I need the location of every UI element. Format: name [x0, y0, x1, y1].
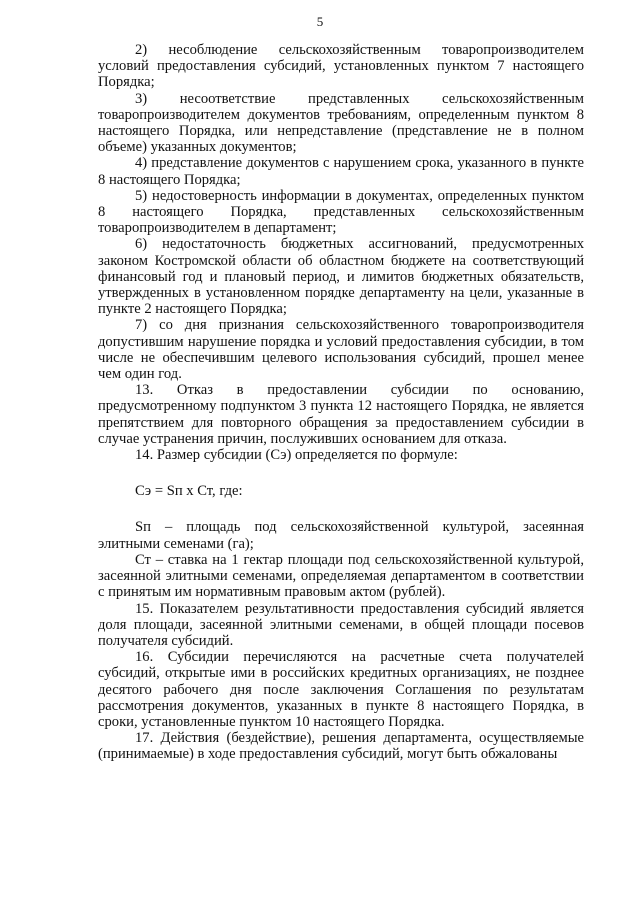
page-number: 5 [316, 14, 324, 29]
document-body [98, 42, 584, 763]
paragraph-clause-15: 15. Показателем результативности предоставления субсидий является доля площади, засеянной элитными семенами, в общей площади посевов получателя субсидий. [98, 600, 584, 649]
paragraph-item-7: 7) со дня признания сельскохозяйственного товаропроизводителя допустившим нарушение порядка и условий предоставления субсидии, в том числе не обеспечившим целевого использования субсидий, прошел менее чем один год. [98, 317, 584, 383]
paragraph-clause-17: 17. Действия (бездействие), решения департамента, осуществляемые (принимаемые) в ходе предоставления субсидий, могут быть обжалованы [98, 730, 584, 763]
paragraph-clause-13: 13. Отказ в предоставлении субсидии по основанию, предусмотренному подпунктом 3 пункта 12 настоящего Порядка, не является препятствием для повторного обращения за предоставлением субсидии в случае устранения причин, послуживших основанием для отказа. [98, 382, 584, 447]
paragraph-clause-14: 14. Размер субсидии (Сэ) определяется по формуле: [135, 447, 458, 464]
paragraph-item-4: 4) представление документов с нарушением срока, указанного в пункте 8 настоящего Порядка; [98, 155, 584, 188]
paragraph-item-3: 3) несоответствие представленных сельскохозяйственным товаропроизводителем документов требованиям, определенным пунктом 8 настоящего Порядка, или непредставление (представление не в полном объеме) указанных документов; [98, 90, 584, 156]
paragraph-item-5: 5) недостоверность информации в документах, определенных пунктом 8 настоящего Порядка, представленных сельскохозяйственным товаропроизводителем в департамент; [98, 187, 584, 237]
paragraph-item-6: 6) недостаточность бюджетных ассигнований, предусмотренных законом Костромской области об областном бюджете на соответствующий финансовый год и плановый период, и лимитов бюджетных обязательств, утвержденных в установленном порядке департаменту на цели, указанные в пункте 2 настоящего Порядка; [98, 236, 584, 318]
paragraph-sp-definition: Sп – площадь под сельскохозяйственной культурой, засеянная элитными семенами (га); [98, 519, 584, 552]
paragraph-st-definition: Ст – ставка на 1 гектар площади под сельскохозяйственной культурой, засеянной элитными семенами, определяемая департаментом в соответствии с принятым им нормативным правовым актом (рублей). [98, 551, 584, 601]
subsidy-formula: Сэ = Sп x Ст, где: [135, 483, 243, 500]
paragraph-clause-16: 16. Субсидии перечисляются на расчетные счета получателей субсидий, открытые ими в российских кредитных организациях, не позднее десятого рабочего дня после заключения Соглашения по результатам рассмотрения документов, указанных в пункте 8 настоящего Порядка, в сроки, установленные пунктом 10 настоящего Порядка. [98, 649, 584, 730]
paragraph-item-2: 2) несоблюдение сельскохозяйственным товаропроизводителем условий предоставления субсидий, установленных пунктом 7 настоящего Порядка; [98, 42, 584, 91]
